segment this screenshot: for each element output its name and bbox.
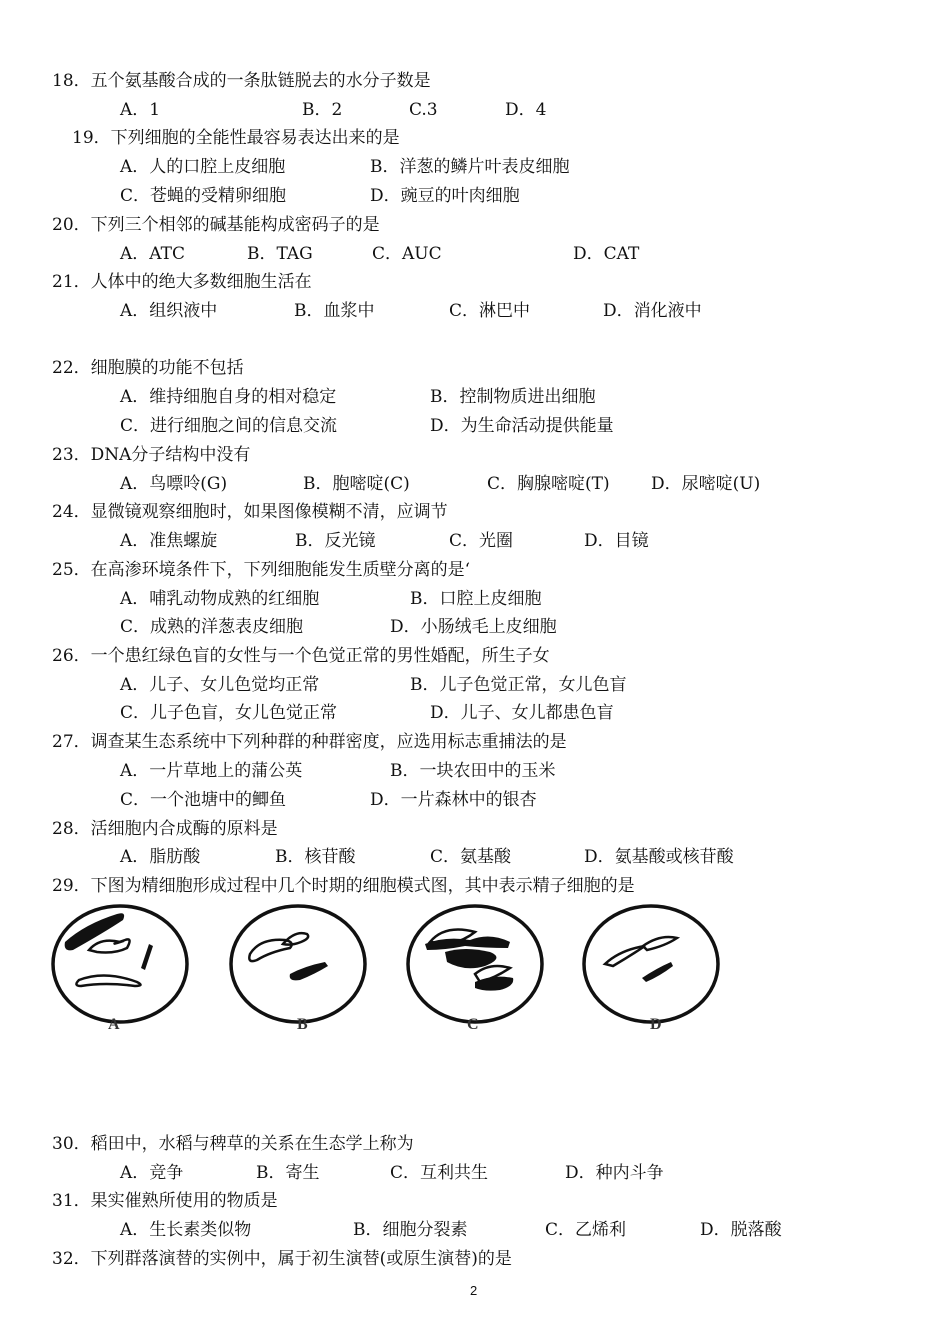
option-a: A．一片草地上的蒲公英: [120, 761, 303, 781]
option-c: C．淋巴中: [449, 301, 531, 321]
option-c: C．AUC: [372, 244, 442, 264]
option-a: A．脂肪酸: [120, 847, 201, 867]
question-stem: 28．活细胞内合成酶的原料是: [52, 819, 278, 839]
cell-c: [408, 906, 542, 1022]
option-c: C.3: [409, 100, 438, 120]
option-b: B．反光镜: [295, 531, 376, 551]
option-b: B．儿子色觉正常，女儿色盲: [410, 675, 627, 695]
option-b: B．一块农田中的玉米: [390, 761, 556, 781]
option-a: A．儿子、女儿色觉均正常: [120, 675, 320, 695]
option-d: D．消化液中: [603, 301, 702, 321]
option-b: B．控制物质进出细胞: [430, 387, 596, 407]
option-c: C．进行细胞之间的信息交流: [120, 416, 338, 436]
cell-d: [584, 906, 718, 1022]
option-a: A．鸟嘌呤(G): [120, 474, 228, 494]
question-stem: 20．下列三个相邻的碱基能构成密码子的是: [52, 215, 380, 235]
option-b: B．核苷酸: [275, 847, 356, 867]
question-stem: 32．下列群落演替的实例中，属于初生演替(或原生演替)的是: [52, 1249, 512, 1269]
question-stem: 23．DNA分子结构中没有: [52, 445, 251, 465]
figure-label-a: A: [108, 1016, 120, 1033]
option-c: C．一个池塘中的鲫鱼: [120, 790, 287, 810]
option-d: D．尿嘧啶(U): [651, 474, 761, 494]
figure-label-d: D: [650, 1016, 662, 1033]
option-b: B．胞嘧啶(C): [303, 474, 410, 494]
option-b: B．TAG: [247, 244, 313, 264]
question-stem: 21．人体中的绝大多数细胞生活在: [52, 272, 312, 292]
option-c: C．氨基酸: [430, 847, 512, 867]
option-c: C．光圈: [449, 531, 514, 551]
option-b: B．寄生: [256, 1163, 320, 1183]
question-stem: 27．调查某生态系统中下列种群的种群密度，应选用标志重捕法的是: [52, 732, 567, 752]
option-d: D．目镜: [584, 531, 649, 551]
option-d: D．种内斗争: [565, 1163, 664, 1183]
cell-b: [231, 906, 365, 1022]
question-stem: 18．五个氨基酸合成的一条肽链脱去的水分子数是: [52, 71, 431, 91]
option-d: D．为生命活动提供能量: [430, 416, 614, 436]
question-stem: 26．一个患红绿色盲的女性与一个色觉正常的男性婚配，所生子女: [52, 646, 550, 666]
option-b: B．血浆中: [294, 301, 375, 321]
option-a: A．生长素类似物: [120, 1220, 252, 1240]
option-d: D．儿子、女儿都患色盲: [430, 703, 614, 723]
question-stem: 19．下列细胞的全能性最容易表达出来的是: [72, 128, 400, 148]
option-d: D．4: [505, 100, 547, 120]
option-d: D．豌豆的叶肉细胞: [370, 186, 520, 206]
option-d: D．小肠绒毛上皮细胞: [390, 617, 557, 637]
option-c: C．乙烯利: [545, 1220, 627, 1240]
question-stem: 29．下图为精细胞形成过程中几个时期的细胞模式图，其中表示精子细胞的是: [52, 876, 635, 896]
option-a: A．人的口腔上皮细胞: [120, 157, 286, 177]
option-a: A．ATC: [120, 244, 185, 264]
option-a: A．1: [120, 100, 161, 120]
option-c: C．成熟的洋葱表皮细胞: [120, 617, 304, 637]
option-c: C．苍蝇的受精卵细胞: [120, 186, 287, 206]
option-d: D．脱落酸: [700, 1220, 782, 1240]
figure-label-c: C: [467, 1016, 479, 1033]
cell-diagram-figure: [45, 902, 745, 1042]
option-a: A．组织液中: [120, 301, 218, 321]
option-c: C．互利共生: [390, 1163, 489, 1183]
option-b: B．洋葱的鳞片叶表皮细胞: [370, 157, 570, 177]
option-a: A．哺乳动物成熟的红细胞: [120, 589, 320, 609]
question-stem: 30．稻田中，水稻与稗草的关系在生态学上称为: [52, 1134, 414, 1154]
option-d: D．CAT: [573, 244, 640, 264]
question-stem: 24．显微镜观察细胞时，如果图像模糊不清，应调节: [52, 502, 448, 522]
page-number: 2: [470, 1283, 478, 1298]
option-c: C．胸腺嘧啶(T): [487, 474, 610, 494]
option-b: B．口腔上皮细胞: [410, 589, 542, 609]
question-stem: 22．细胞膜的功能不包括: [52, 358, 244, 378]
option-b: B．细胞分裂素: [353, 1220, 468, 1240]
option-d: D．一片森林中的银杏: [370, 790, 537, 810]
option-d: D．氨基酸或核苷酸: [584, 847, 734, 867]
question-stem: 25．在高渗环境条件下，下列细胞能发生质壁分离的是‘: [52, 560, 471, 580]
question-stem: 31．果实催熟所使用的物质是: [52, 1191, 278, 1211]
option-a: A．维持细胞自身的相对稳定: [120, 387, 337, 407]
option-a: A．准焦螺旋: [120, 531, 218, 551]
option-c: C．儿子色盲，女儿色觉正常: [120, 703, 338, 723]
option-b: B．2: [302, 100, 343, 120]
option-a: A．竞争: [120, 1163, 184, 1183]
figure-label-b: B: [297, 1016, 308, 1033]
cell-a: [53, 906, 187, 1022]
